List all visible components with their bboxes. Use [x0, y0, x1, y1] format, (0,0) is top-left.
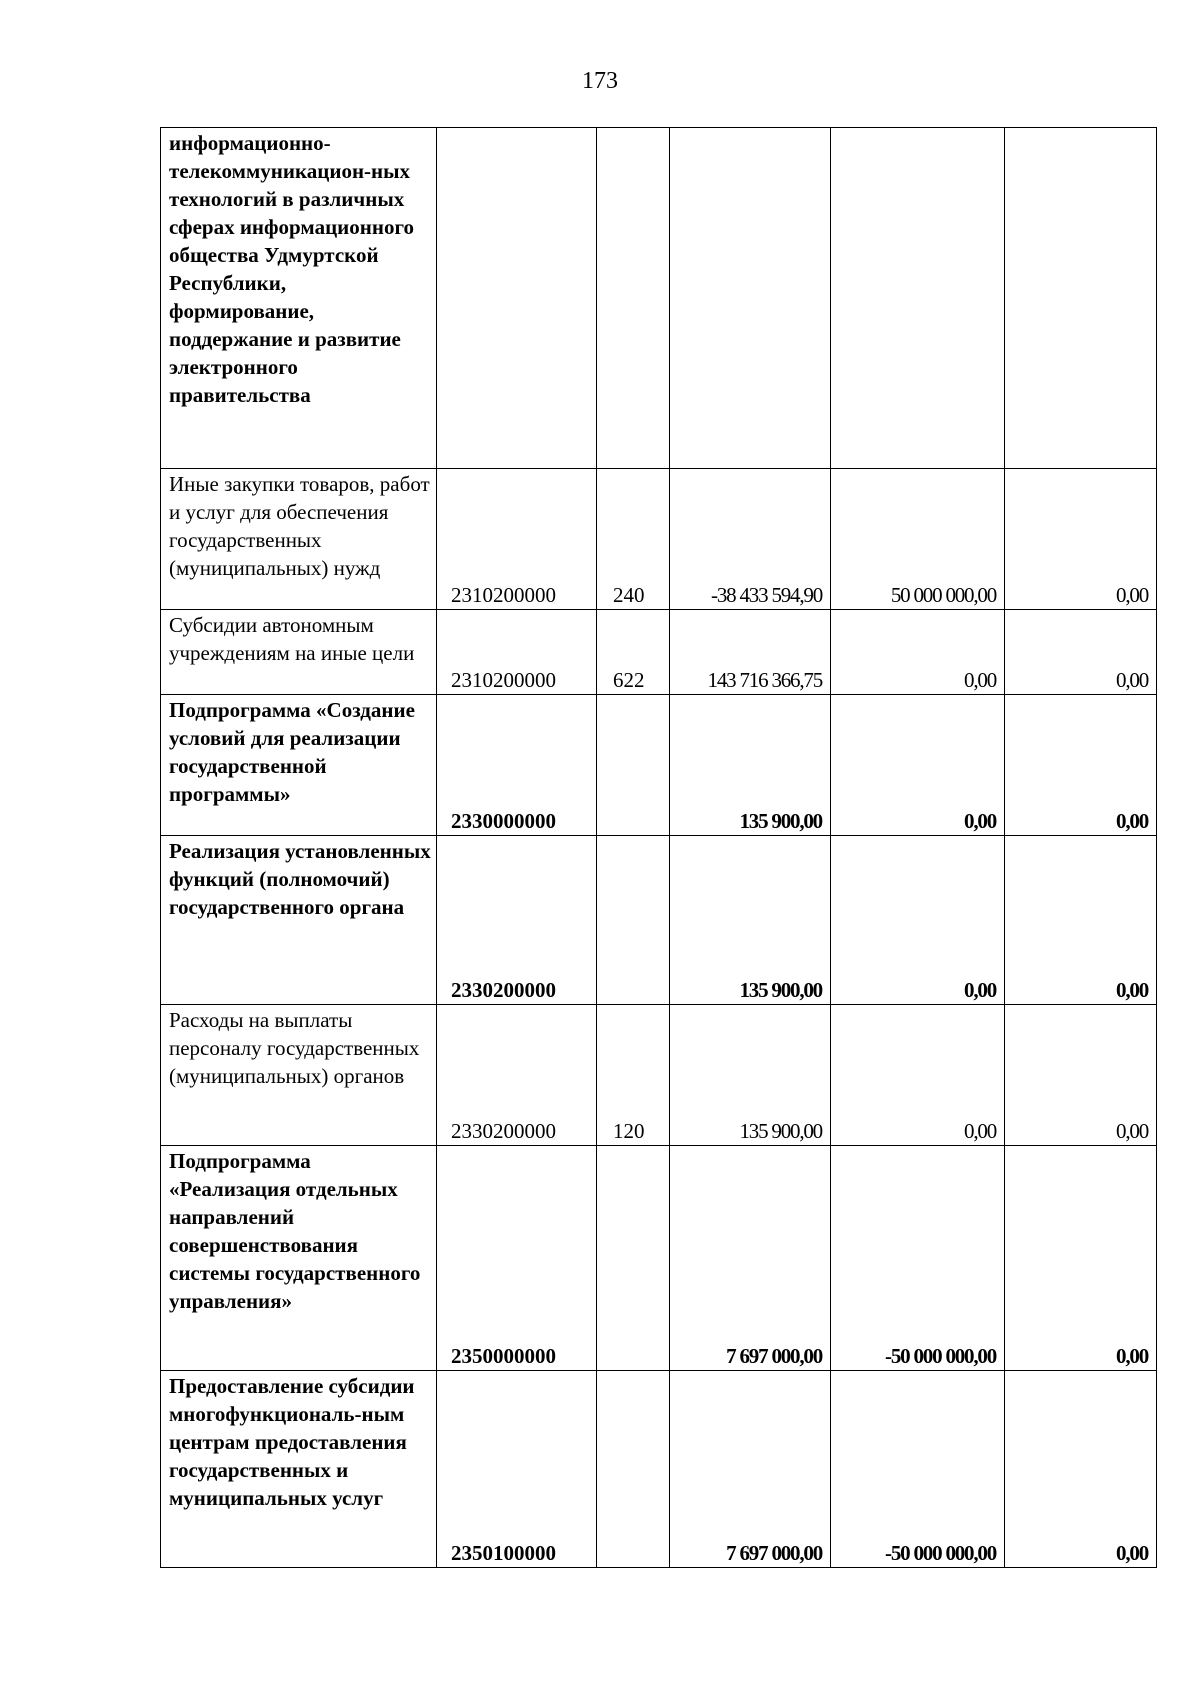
row-value1-cell: 7 697 000,00 — [670, 1146, 831, 1371]
row-code-cell: 2350000000 — [437, 1146, 597, 1371]
row-name-cell: информационно-телекоммуникацион-ных технологий в различных сферах информационного общества Удмуртской Республики, формирование, поддержание и развитие электронного правительства — [161, 128, 437, 469]
row-name-cell: Подпрограмма «Реализация отдельных направлений совершенствования системы государственного управления» — [161, 1146, 437, 1371]
row-value2-cell: 50 000 000,00 — [831, 469, 1005, 610]
row-name-cell: Подпрограмма «Создание условий для реализации государственной программы» — [161, 695, 437, 836]
table-row — [161, 1005, 1157, 1146]
row-value1-cell — [670, 128, 831, 469]
row-value3-cell — [1005, 128, 1157, 469]
row-type-cell — [597, 695, 670, 836]
row-type-cell: 622 — [597, 610, 670, 695]
row-value2-cell: 0,00 — [831, 610, 1005, 695]
row-value1-cell: 135 900,00 — [670, 1005, 831, 1146]
row-code-cell: 2310200000 — [437, 469, 597, 610]
row-name-cell: Расходы на выплаты персоналу государственных (муниципальных) органов — [161, 1005, 437, 1146]
row-code-cell: 2310200000 — [437, 610, 597, 695]
row-name-cell: Реализация установленных функций (полномочий) государственного органа — [161, 836, 437, 1005]
row-name-cell: Иные закупки товаров, работ и услуг для обеспечения государственных (муниципальных) нужд — [161, 469, 437, 610]
row-type-cell: 240 — [597, 469, 670, 610]
row-value1-cell: 135 900,00 — [670, 695, 831, 836]
row-value3-cell: 0,00 — [1005, 1005, 1157, 1146]
table-row — [161, 128, 1157, 469]
row-code-cell — [437, 128, 597, 469]
row-name-cell: Субсидии автономным учреждениям на иные цели — [161, 610, 437, 695]
row-type-cell — [597, 1371, 670, 1568]
row-type-cell — [597, 1146, 670, 1371]
row-code-cell: 2330200000 — [437, 836, 597, 1005]
table-row — [161, 695, 1157, 836]
row-value2-cell: -50 000 000,00 — [831, 1146, 1005, 1371]
table-row — [161, 610, 1157, 695]
row-value2-cell: -50 000 000,00 — [831, 1371, 1005, 1568]
row-name-cell: Предоставление субсидии многофункциональ-ным центрам предоставления государственных и муниципальных услуг — [161, 1371, 437, 1568]
row-code-cell: 2350100000 — [437, 1371, 597, 1568]
row-value1-cell: 7 697 000,00 — [670, 1371, 831, 1568]
table-row — [161, 1146, 1157, 1371]
table-row — [161, 1371, 1157, 1568]
table-row — [161, 836, 1157, 1005]
table-row — [161, 469, 1157, 610]
row-type-cell — [597, 128, 670, 469]
row-value3-cell: 0,00 — [1005, 1371, 1157, 1568]
row-value2-cell: 0,00 — [831, 695, 1005, 836]
row-value3-cell: 0,00 — [1005, 1146, 1157, 1371]
row-value2-cell: 0,00 — [831, 836, 1005, 1005]
row-value3-cell: 0,00 — [1005, 836, 1157, 1005]
row-value1-cell: -38 433 594,90 — [670, 469, 831, 610]
row-value2-cell: 0,00 — [831, 1005, 1005, 1146]
budget-table — [160, 127, 1157, 1568]
page-number: 173 — [582, 68, 618, 94]
row-value3-cell: 0,00 — [1005, 469, 1157, 610]
row-type-cell: 120 — [597, 1005, 670, 1146]
row-code-cell: 2330000000 — [437, 695, 597, 836]
row-type-cell — [597, 836, 670, 1005]
row-value1-cell: 135 900,00 — [670, 836, 831, 1005]
row-code-cell: 2330200000 — [437, 1005, 597, 1146]
row-value3-cell: 0,00 — [1005, 695, 1157, 836]
row-value2-cell — [831, 128, 1005, 469]
row-value1-cell: 143 716 366,75 — [670, 610, 831, 695]
row-value3-cell: 0,00 — [1005, 610, 1157, 695]
